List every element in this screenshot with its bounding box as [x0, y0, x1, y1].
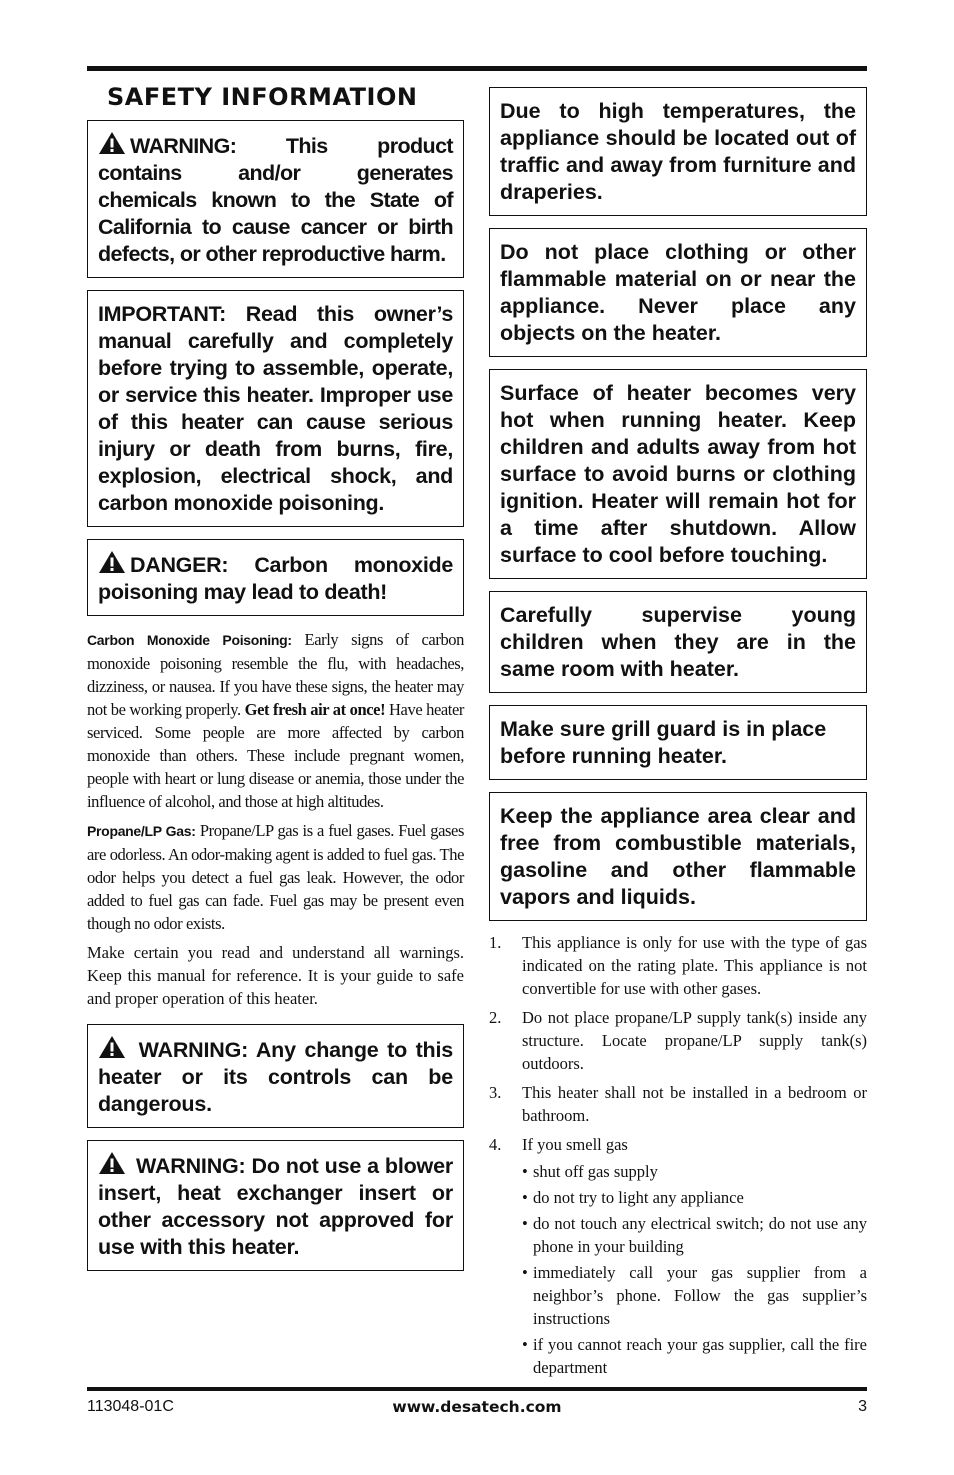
make-certain-paragraph: Make certain you read and understand all warnings. Keep this manual for reference. It is your guide to safe and proper operation of this heater.: [87, 943, 464, 1008]
clothing-box: Do not place clothing or other flammable material on or near the appliance. Never place any objects on the heater.: [489, 228, 867, 357]
area-clear-box: Keep the appliance area clear and free from combustible materials, gasoline and other flammable vapors and liquids.: [489, 792, 867, 921]
gas-bullets: [522, 1160, 867, 1379]
list-text: If you smell gas: [522, 1135, 628, 1154]
list-item: [489, 1081, 867, 1127]
warning-blower-box: [87, 1140, 464, 1271]
warning-label: WARNING:: [130, 134, 286, 158]
list-text: Do not place propane/LP supply tank(s) inside any structure. Locate propane/LP supply tank(s) outdoors.: [522, 1008, 867, 1073]
propane-text: Propane/LP gas is a fuel gases. Fuel gases are odorless. An odor-making agent is added to fuel gas. The odor helps you detect a fuel gas leak. However, the odor added to fuel gas can fade. Fuel gas may be present even though no odor exists.: [87, 821, 464, 933]
list-number: 2.: [489, 1008, 502, 1027]
bullet-item: • do not touch any electrical switch; do not use any phone in your building: [522, 1212, 867, 1258]
list-number: 4.: [489, 1135, 502, 1154]
page-number: 3: [858, 1398, 867, 1415]
bullet-item: • if you cannot reach your gas supplier, call the fire department: [522, 1333, 867, 1379]
list-item: [489, 931, 867, 1000]
warning-text: This product contains and/or generates chemicals known to the State of California to cause cancer or birth defects, or other reproductive harm.: [98, 134, 453, 266]
list-number: 1.: [489, 933, 502, 952]
top-rule: [87, 66, 867, 71]
website-link[interactable]: www.desatech.com: [392, 1398, 562, 1416]
danger-text: Carbon monoxide poisoning may lead to death!: [98, 553, 454, 604]
bullet-item: • shut off gas supply: [522, 1160, 867, 1183]
safety-list: [489, 931, 867, 1379]
warning-blower-label: WARNING:: [136, 1154, 252, 1178]
danger-box: [87, 539, 464, 616]
co-paragraph: [87, 628, 464, 813]
right-column: [489, 87, 867, 1385]
warning-change-label: WARNING:: [138, 1038, 256, 1062]
grill-guard-box: Make sure grill guard is in place before running heater.: [489, 705, 867, 780]
list-item: [489, 1133, 867, 1379]
warning-triangle-icon: [98, 550, 126, 574]
hot-surface-box: Surface of heater becomes very hot when running heater. Keep children and adults away from hot surface to avoid burns or clothing ignition. Heater will remain hot for a time after shutdown. Allow surface to cool before touching.: [489, 369, 867, 579]
high-temp-box: Due to high temperatures, the appliance should be located out of traffic and away from furniture and draperies.: [489, 87, 867, 216]
propane-paragraph: [87, 819, 464, 935]
co-bold: Get fresh air at once!: [244, 700, 386, 719]
warning-chemicals-box: [87, 120, 464, 278]
important-box: IMPORTANT: Read this owner’s manual carefully and completely before trying to assemble, operate, or service this heater. Improper use of this heater can cause serious injury or death from burns, fire, explosion, electrical shock, and carbon monoxide poisoning.: [87, 290, 464, 527]
left-column: [87, 82, 464, 1283]
danger-label: DANGER:: [130, 553, 255, 577]
supervise-children-box: Carefully supervise young children when they are in the same room with heater.: [489, 591, 867, 693]
warning-triangle-icon: [98, 131, 126, 155]
bullet-item: • do not try to light any appliance: [522, 1186, 867, 1209]
section-title: SAFETY INFORMATION: [107, 83, 418, 111]
co-text-2: Have heater serviced. Some people are more affected by carbon monoxide than others. These include pregnant women, people with heart or lung disease or anemia, those under the influence of alcohol, and those at high altitudes.: [87, 700, 465, 811]
co-lead: Carbon Monoxide Poisoning:: [87, 632, 292, 648]
propane-lead: Propane/LP Gas:: [87, 823, 196, 839]
bottom-rule: [87, 1387, 867, 1391]
list-number: 3.: [489, 1083, 502, 1102]
co-text-1: Early signs of carbon monoxide poisoning resemble the flu, with headaches, dizziness, or nausea. If you have these signs, the heater may not be working properly.: [87, 630, 464, 719]
list-item: [489, 1006, 867, 1075]
warning-triangle-icon: [98, 1035, 126, 1059]
list-text: This appliance is only for use with the type of gas indicated on the rating plate. This appliance is not convertible for use with other gases.: [522, 933, 867, 998]
warning-blower-text: Do not use a blower insert, heat exchanger insert or other accessory not approved for use with this heater.: [98, 1154, 453, 1259]
bullet-item: • immediately call your gas supplier from a neighbor’s phone. Follow the gas supplier’s instructions: [522, 1261, 867, 1330]
warning-change-text: Any change to this heater or its controls can be dangerous.: [98, 1038, 454, 1116]
warning-triangle-icon: [98, 1151, 126, 1175]
warning-change-box: [87, 1024, 464, 1128]
doc-number: 113048-01C: [87, 1398, 174, 1415]
list-text: This heater shall not be installed in a bedroom or bathroom.: [522, 1083, 867, 1125]
